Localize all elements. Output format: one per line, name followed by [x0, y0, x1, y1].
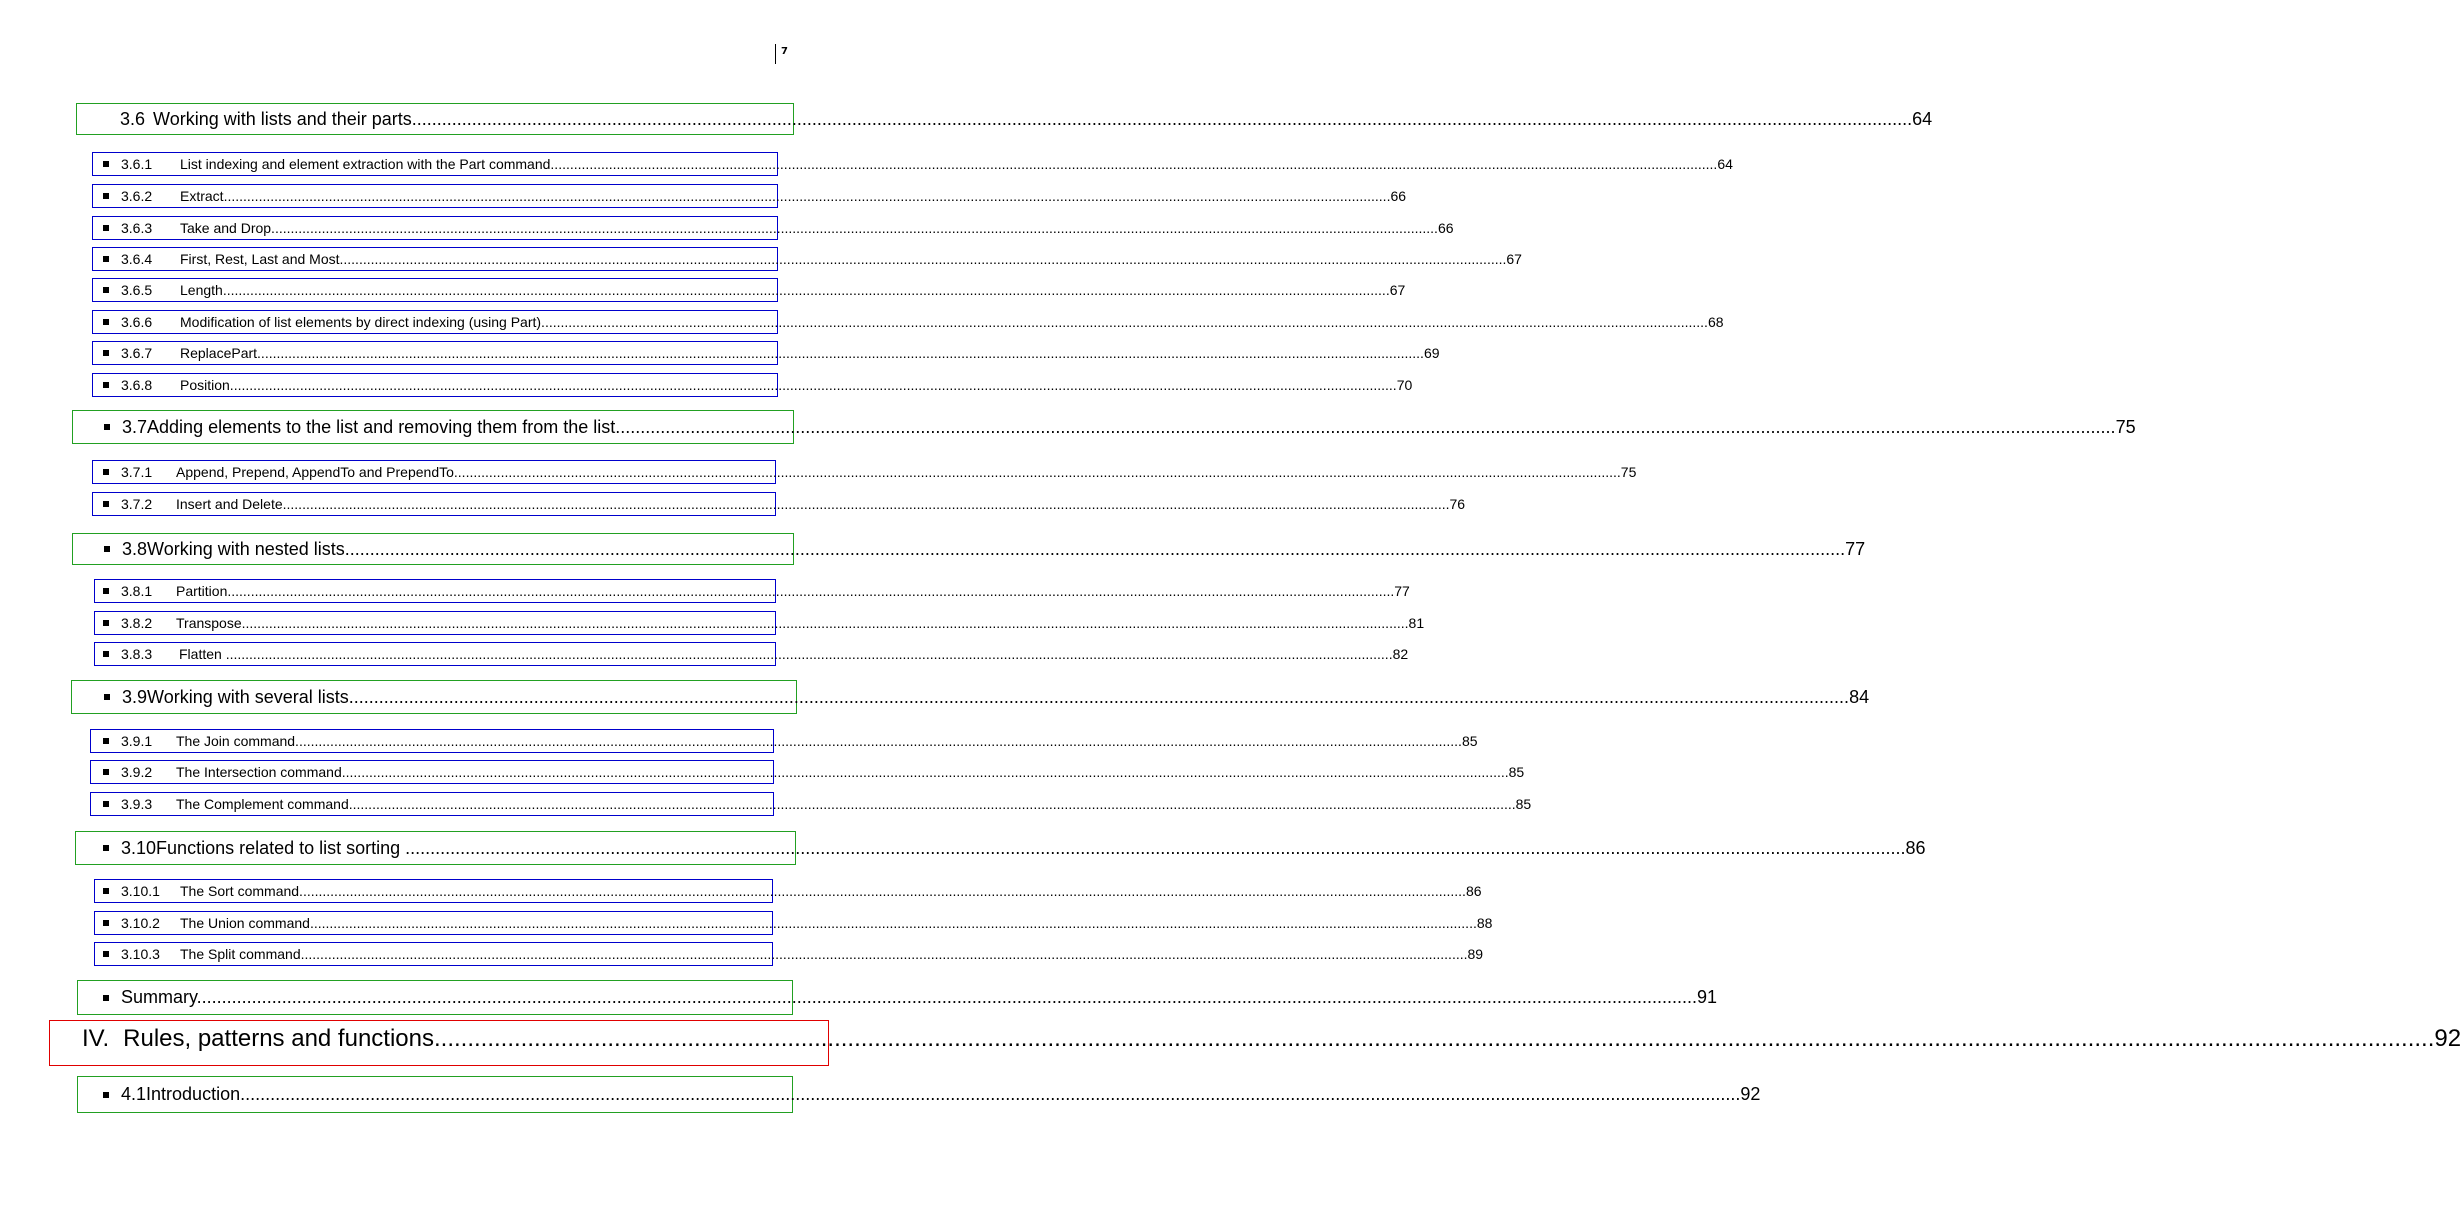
- bullet-icon: [103, 382, 109, 388]
- toc-page: 64: [1717, 156, 1733, 172]
- toc-title: Functions related to list sorting ............................................................................................................................................................................................................................................................................................................: [156, 837, 1906, 858]
- toc-subsection-3-8-2[interactable]: [94, 611, 1425, 635]
- toc-chapter-iv[interactable]: [49, 1020, 2461, 1066]
- toc-title: Insert and Delete............................................................................................................................................................................................................................................................................................................: [176, 496, 1450, 512]
- toc-number: 3.9: [122, 686, 148, 707]
- toc-page: 85: [1508, 764, 1525, 780]
- toc-page: 66: [1390, 188, 1407, 204]
- toc-subsection-3-6-5[interactable]: [92, 278, 1406, 302]
- toc-section-3-6[interactable]: [76, 103, 1933, 135]
- toc-number: 3.10: [121, 837, 157, 858]
- bullet-icon: [103, 769, 109, 775]
- toc-page: 86: [1905, 837, 1926, 858]
- page-number: 7: [775, 44, 788, 64]
- toc-page: 88: [1476, 915, 1493, 931]
- toc-title: First, Rest, Last and Most............................................................................................................................................................................................................................................................................................................: [180, 251, 1507, 267]
- toc-page: 69: [1423, 345, 1440, 361]
- bullet-icon: [103, 951, 109, 957]
- toc-title: Working with lists and their parts............................................................................................................................................................................................................................................................................................................: [153, 108, 1913, 129]
- toc-number: 3.6.1: [121, 156, 153, 172]
- toc-title: Summary............................................................................................................................................................................................................................................................................................................: [121, 987, 1697, 1007]
- toc-number: 3.7.1: [121, 464, 153, 480]
- toc-page: 81: [1408, 615, 1425, 631]
- bullet-icon: [103, 193, 109, 199]
- toc-page: 92: [1740, 1084, 1761, 1104]
- toc-title: Adding elements to the list and removing them from the list............................................................................................................................................................................................................................................................................................................: [147, 416, 2116, 437]
- bullet-icon: [103, 588, 109, 594]
- bullet-icon: [103, 469, 109, 475]
- toc-subsection-3-7-2[interactable]: [92, 492, 1466, 516]
- toc-page: 85: [1515, 796, 1532, 812]
- toc-subsection-3-6-4[interactable]: [92, 247, 1522, 271]
- toc-number: 3.8: [122, 538, 148, 559]
- toc-title: Position............................................................................................................................................................................................................................................................................................................: [180, 377, 1397, 393]
- bullet-icon: [103, 920, 109, 926]
- toc-page: 67: [1389, 282, 1406, 298]
- toc-title: Extract............................................................................................................................................................................................................................................................................................................: [180, 188, 1391, 204]
- toc-number: 3.6.5: [121, 282, 153, 298]
- toc-title: The Complement command............................................................................................................................................................................................................................................................................................................: [176, 796, 1516, 812]
- toc-title: ReplacePart............................................................................................................................................................................................................................................................................................................: [180, 345, 1424, 361]
- bullet-icon: [103, 1092, 109, 1098]
- bullet-icon: [103, 995, 109, 1001]
- toc-subsection-3-7-1[interactable]: [92, 460, 1637, 484]
- toc-number: 3.6.8: [121, 377, 153, 393]
- toc-page: 68: [1707, 314, 1724, 330]
- toc-subsection-3-10-2[interactable]: [94, 911, 1493, 935]
- toc-number: 3.9.3: [121, 796, 153, 812]
- toc-subsection-3-6-3[interactable]: [92, 216, 1454, 240]
- toc-page: 70: [1396, 377, 1413, 393]
- toc-subsection-3-9-1[interactable]: [90, 729, 1478, 753]
- toc-page: 92: [2434, 1025, 2461, 1052]
- toc-title: Introduction............................................................................................................................................................................................................................................................................................................: [146, 1084, 1741, 1104]
- bullet-icon: [103, 161, 109, 167]
- bullet-icon: [103, 287, 109, 293]
- bullet-icon: [103, 501, 109, 507]
- toc-number: 3.8.1: [121, 583, 153, 599]
- toc-number: 3.9.1: [121, 733, 153, 749]
- toc-page: 77: [1394, 583, 1410, 599]
- toc-page: 82: [1392, 646, 1409, 662]
- toc-page: 84: [1849, 686, 1870, 707]
- toc-summary[interactable]: [77, 980, 1717, 1015]
- toc-number: 3.6.6: [121, 314, 153, 330]
- toc-subsection-3-6-7[interactable]: [92, 341, 1440, 365]
- bullet-icon: [104, 694, 110, 700]
- bullet-icon: [103, 845, 109, 851]
- toc-page: 64: [1912, 108, 1933, 129]
- toc-page: 77: [1845, 538, 1866, 559]
- toc-number: 3.6.4: [121, 251, 153, 267]
- toc-title: Flatten ............................................................................................................................................................................................................................................................................................................: [179, 646, 1393, 662]
- toc-page: 85: [1461, 733, 1478, 749]
- bullet-icon: [103, 651, 109, 657]
- bullet-icon: [103, 350, 109, 356]
- toc-title: Take and Drop............................................................................................................................................................................................................................................................................................................: [180, 220, 1438, 236]
- toc-number: 3.9.2: [121, 764, 153, 780]
- toc-number: 3.7.2: [121, 496, 153, 512]
- toc-subsection-3-6-2[interactable]: [92, 184, 1407, 208]
- toc-section-3-10[interactable]: [75, 831, 1926, 865]
- bullet-icon: [104, 546, 110, 552]
- toc-section-4-1[interactable]: [77, 1076, 1761, 1113]
- toc-number: 3.6.2: [121, 188, 153, 204]
- toc-subsection-3-10-1[interactable]: [94, 879, 1482, 903]
- toc-title: The Sort command............................................................................................................................................................................................................................................................................................................: [180, 883, 1466, 899]
- bullet-icon: [103, 801, 109, 807]
- toc-subsection-3-9-2[interactable]: [90, 760, 1525, 784]
- toc-section-3-7[interactable]: [72, 410, 2136, 444]
- toc-title: The Split command............................................................................................................................................................................................................................................................................................................: [180, 946, 1468, 962]
- toc-subsection-3-8-1[interactable]: [94, 579, 1410, 603]
- toc-section-3-9[interactable]: [71, 680, 1870, 714]
- toc-page: 76: [1449, 496, 1466, 512]
- toc-subsection-3-6-6[interactable]: [92, 310, 1724, 334]
- toc-title: The Intersection command............................................................................................................................................................................................................................................................................................................: [176, 764, 1509, 780]
- toc-title: Modification of list elements by direct indexing (using Part)............................................................................................................................................................................................................................................................................................................: [180, 314, 1708, 330]
- toc-number: 3.8.2: [121, 615, 153, 631]
- toc-title: Transpose............................................................................................................................................................................................................................................................................................................: [176, 615, 1409, 631]
- toc-page: 86: [1465, 883, 1482, 899]
- toc-number: 3.8.3: [121, 646, 153, 662]
- toc-number: 3.6.7: [121, 345, 153, 361]
- toc-title: Working with nested lists............................................................................................................................................................................................................................................................................................................: [147, 538, 1846, 559]
- toc-subsection-3-10-3[interactable]: [94, 942, 1484, 966]
- bullet-icon: [103, 256, 109, 262]
- toc-title: Append, Prepend, AppendTo and PrependTo............................................................................................................................................................................................................................................................................................................: [176, 464, 1621, 480]
- toc-title: Partition............................................................................................................................................................................................................................................................................................................: [176, 583, 1395, 599]
- toc-page: 75: [1620, 464, 1637, 480]
- toc-page: 75: [2115, 416, 2136, 437]
- bullet-icon: [103, 738, 109, 744]
- toc-title: List indexing and element extraction with the Part command............................................................................................................................................................................................................................................................................................................: [180, 156, 1718, 172]
- toc-number: 3.6.3: [121, 220, 153, 236]
- bullet-icon: [103, 620, 109, 626]
- toc-number: 3.7: [122, 416, 148, 437]
- toc-subsection-3-6-8[interactable]: [92, 373, 1413, 397]
- toc-number: 3.10.3: [121, 946, 160, 962]
- toc-page: 89: [1467, 946, 1484, 962]
- toc-number: 3.10.2: [121, 915, 160, 931]
- bullet-icon: [104, 424, 110, 430]
- toc-title: Rules, patterns and functions............................................................................................................................................................................................................................................................................................................: [123, 1025, 2435, 1052]
- bullet-icon: [103, 225, 109, 231]
- toc-page: 67: [1506, 251, 1522, 267]
- toc-subsection-3-8-3[interactable]: [94, 642, 1409, 666]
- toc-subsection-3-9-3[interactable]: [90, 792, 1532, 816]
- toc-title: The Union command............................................................................................................................................................................................................................................................................................................: [180, 915, 1477, 931]
- toc-title: Working with several lists............................................................................................................................................................................................................................................................................................................: [147, 686, 1850, 707]
- toc-number: 4.1: [121, 1084, 147, 1104]
- toc-title: The Join command............................................................................................................................................................................................................................................................................................................: [176, 733, 1462, 749]
- toc-number: IV.: [82, 1025, 110, 1052]
- toc-number: 3.6: [120, 108, 146, 129]
- bullet-icon: [103, 319, 109, 325]
- toc-section-3-8[interactable]: [72, 533, 1866, 565]
- bullet-icon: [103, 888, 109, 894]
- toc-number: 3.10.1: [121, 883, 160, 899]
- toc-page: 91: [1696, 987, 1717, 1007]
- toc-subsection-3-6-1[interactable]: [92, 152, 1733, 176]
- toc-page: 66: [1437, 220, 1454, 236]
- toc-title: Length............................................................................................................................................................................................................................................................................................................: [180, 282, 1390, 298]
